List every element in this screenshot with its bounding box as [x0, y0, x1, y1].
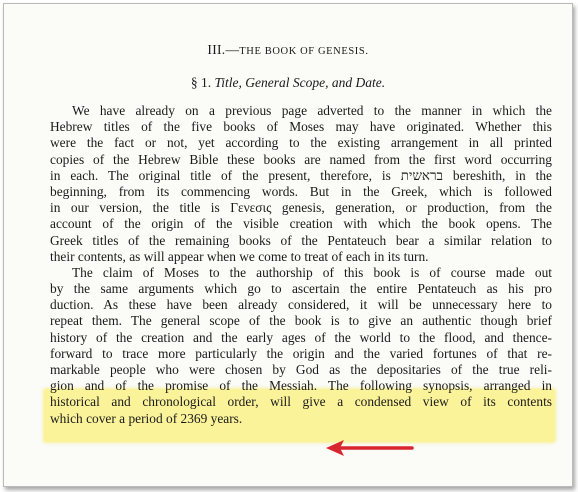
text-line: in our version, the title is Γενεσις genesis, generation, or production, from the [50, 200, 552, 216]
text-line: by the same arguments which go to ascertain the entire Pentateuch as his pro [50, 281, 552, 297]
text-line: We have already on a previous page adverted to the manner in which the [72, 103, 552, 118]
left-arrow-icon [324, 438, 414, 458]
text-line: historical and chronological order, will give a condensed view of its contents [50, 394, 552, 410]
text-line: forward to trace more particularly the origin and the varied fortunes of that re- [50, 345, 552, 361]
section-heading [4, 75, 572, 91]
text-line: their contents, as will appear when we come to treat of each in its turn. [50, 248, 429, 264]
text-line: copies of the Hebrew Bible these books are named from the first word occurring [50, 151, 552, 167]
text-line: which cover a period of 2369 years. [50, 410, 243, 426]
text-line: The claim of Moses to the authorship of this book is of course made out [72, 264, 552, 280]
chapter-title: THE BOOK OF GENESIS. [239, 46, 369, 57]
text-line: markable people who were chosen by God as the depositaries of the true reli- [50, 362, 552, 377]
body-text [50, 103, 552, 427]
text-line: Greek titles of the remaining books of the Pentateuch bear a similar relation to [50, 232, 552, 248]
text-line: in each. The original title of the present, therefore, is בראשית bereshith, in the [50, 167, 552, 183]
text-line: duction. As these have been already considered, it will be unnecessary here to [50, 297, 552, 313]
text-line: gion and of the promise of the Messiah. The following synopsis, arranged in [50, 378, 552, 394]
chapter-heading [4, 42, 572, 58]
document-page [3, 3, 573, 487]
text-line: account of the origin of the visible creation with which the book opens. The [50, 216, 552, 232]
text-line: repeat them. The general scope of the book is to give an authentic though brief [50, 313, 552, 329]
text-line: were the fact or not, yet according to the existing arrangement in all printed [50, 135, 552, 151]
chapter-numeral: III.— [207, 42, 240, 57]
section-title: Title, General Scope, and Date. [214, 75, 386, 90]
text-line: Hebrew titles of the five books of Moses may have originated. Whether this [50, 119, 552, 135]
text-line: beginning, from its commencing words. But in the Greek, which is followed [50, 183, 552, 199]
section-number: § 1. [190, 75, 212, 90]
text-line: history of the creation and the early ages of the world to the flood, and thence- [50, 329, 552, 345]
